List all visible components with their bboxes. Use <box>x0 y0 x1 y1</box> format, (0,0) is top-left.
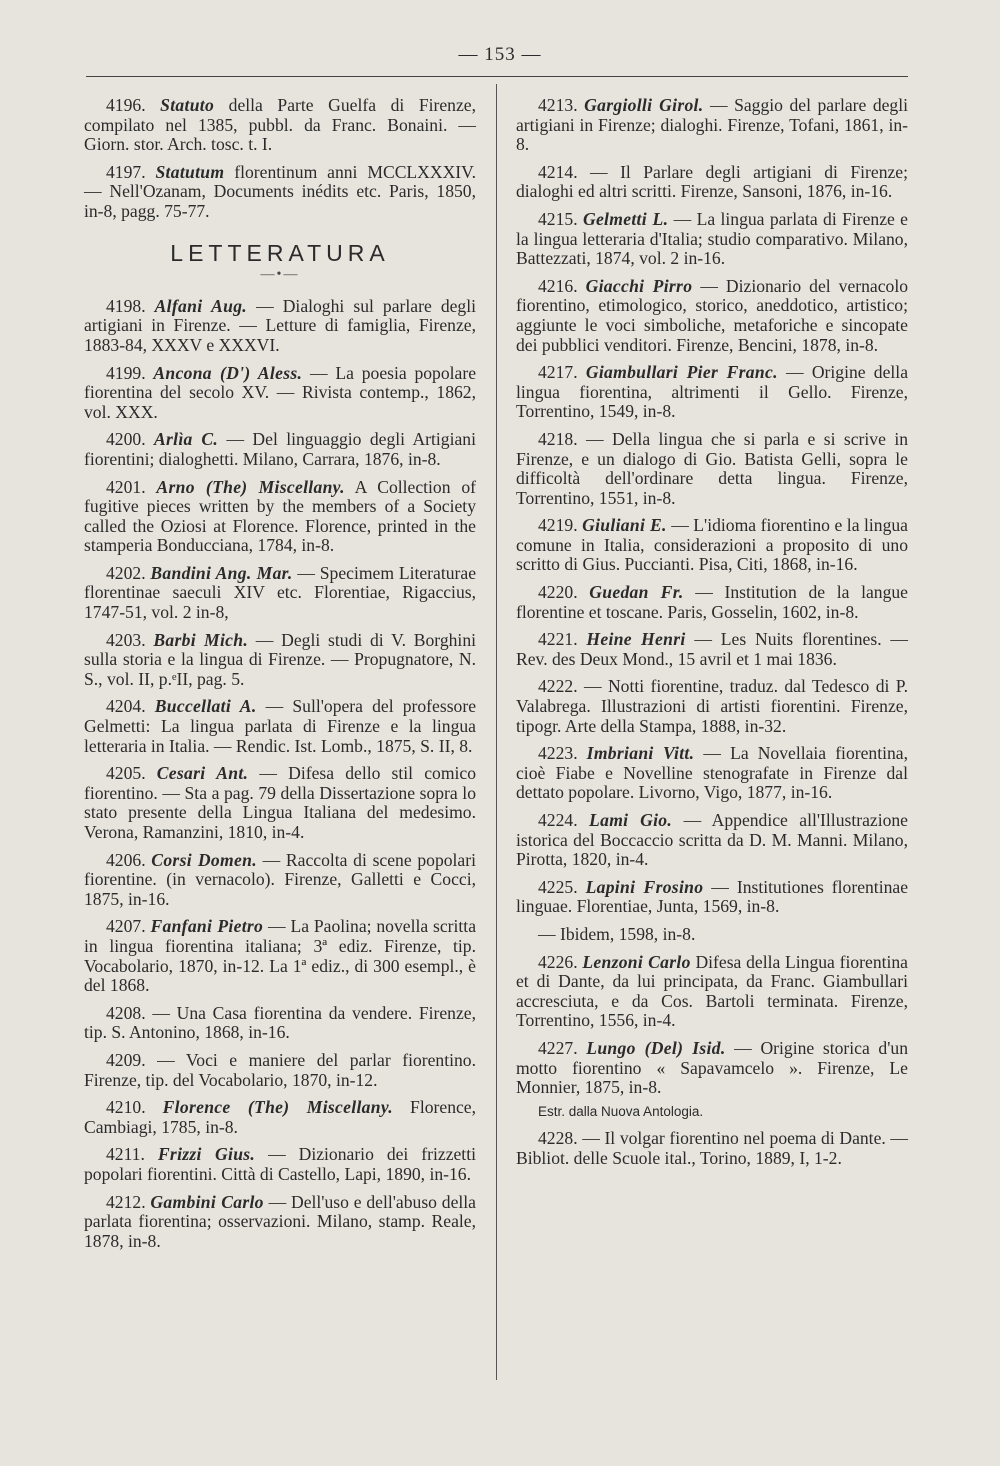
bibliography-entry <box>516 677 908 736</box>
entry-author: Fanfani Pietro <box>150 916 264 937</box>
entry-number: 4213. <box>538 95 585 115</box>
entry-text: — Una Casa fiorentina da vendere. Firenze, tip. S. Antonino, 1868, in-16. <box>84 1002 476 1043</box>
entry-number: 4203. <box>106 629 154 650</box>
bibliography-entry <box>516 1129 908 1168</box>
entry-number: 4227. <box>538 1037 587 1058</box>
entry-author: Statuto <box>160 95 215 115</box>
entry-text: Difesa della Lingua fiorentina et di Dante, da lui principata, da Franc. Giambullari accresciuta, e da Cos. Bartoli terminata. Firenze, Torrentino, 1556, in-4. <box>516 951 908 1031</box>
entry-text: — Specimem Literaturae florentinae saeculi XIV etc. Florentiae, Rigaccius, 1747-51, vol. 2 in-8, <box>84 562 476 623</box>
bibliography-entry <box>516 163 908 202</box>
entry-number: 4223. <box>538 743 587 764</box>
entry-text: — Les Nuits florentines. — Rev. des Deux Mond., 15 avril et 1 mai 1836. <box>516 629 909 669</box>
entry-text: — Il Parlare degli artigiani di Firenze; dialoghi ed altri scritti. Firenze, Sansoni, 1876, in-16. <box>516 161 908 202</box>
entry-author: Cesari Ant. <box>156 763 249 784</box>
entry-text: — Institution de la langue florentine et toscane. Paris, Gosselin, 1602, in-8. <box>516 582 908 622</box>
entry-text: — La Novellaia fiorentina, cioè Fiabe e Novelline stenografate in Firenze dal dettato popolare. Livorno, Vigo, 1877, in-16. <box>516 743 908 803</box>
bibliography-entry <box>516 96 908 155</box>
entry-author: Guedan Fr. <box>589 582 684 603</box>
entry-number: 4225. <box>538 876 586 897</box>
entry-text: della Parte Guelfa di Firenze, compilato nel 1385, pubbl. da Franc. Bonaini. — Giorn. stor. Arch. tosc. t. I. <box>84 95 476 155</box>
entry-author: Gelmetti L. <box>582 208 669 229</box>
entry-text: — Saggio del parlare degli artigiani in Firenze; dialoghi. Firenze, Tofani, 1861, in-8. <box>516 95 909 155</box>
entry-text: Florence, Cambiagi, 1785, in-8. <box>84 1097 477 1137</box>
entry-text: — La Paolina; novella scritta in lingua fiorentina italiana; 3ª ediz. Firenze, tip. Vocabolario, 1870, in-12. La 1ª ediz., di 300 esempl., è del 1868. <box>84 916 477 996</box>
bibliography-entry <box>84 96 476 155</box>
entry-author: Lapini Frosino <box>585 876 704 897</box>
bibliography-entry <box>516 516 908 575</box>
entry-number: 4205. <box>106 763 157 784</box>
entry-text: — Difesa dello stil comico fiorentino. — Sta a pag. 79 della Dissertazione sopra lo stato presente della Lingua Italiana del medesimo. Verona, Ramanzini, 1810, in-4. <box>84 763 476 842</box>
bibliography-entry <box>516 953 908 1031</box>
entry-text: — Dizionario dei frizzetti popolari fiorentini. Città di Castello, Lapi, 1890, in-16. <box>84 1144 476 1184</box>
entry-text: — Dell'uso e dell'abuso della parlata fiorentina; osservazioni. Milano, stamp. Reale, 1878, in-8. <box>84 1191 476 1251</box>
bibliography-entry <box>516 878 908 917</box>
bibliography-entry <box>84 1145 476 1184</box>
section-heading: LETTERATURA <box>170 239 390 266</box>
entry-text: — Della lingua che si parla e si scrive in Firenze, e un dialogo di Gio. Batista Gelli, sopra le difficoltà dell'ordinare detta lingua. Firenze, Torrentino, 1551, in-8. <box>516 428 909 508</box>
entry-number: 4226. <box>538 951 583 972</box>
entry-author: Gambini Carlo <box>150 1191 264 1212</box>
entry-number: 4196. <box>106 95 161 115</box>
bibliography-entry <box>84 1193 476 1252</box>
entry-author: Giuliani E. <box>582 515 667 536</box>
left-entries-a <box>84 96 476 222</box>
entry-author: Barbi Mich. <box>153 629 249 650</box>
bibliography-entry <box>84 1004 476 1043</box>
right-column <box>516 96 908 1177</box>
entry-text: — Sull'opera del professore Gelmetti: La lingua parlata di Firenze e la lingua letteraria in Italia. — Rendic. Ist. Lomb., 1875, S. II, 8. <box>84 696 477 756</box>
bibliography-entry <box>516 363 908 422</box>
entry-text: — Dialoghi sul parlare degli artigiani in Firenze. — Letture di famiglia, Firenze, 1883-84, XXXV e XXXVI. <box>84 295 476 355</box>
entry-text: — Institutiones florentinae linguae. Florentiae, Junta, 1569, in-8. <box>516 876 909 917</box>
bibliography-entry <box>84 1098 476 1137</box>
entry-author: Lami Gio. <box>589 810 673 830</box>
entry-number: 4199. <box>106 362 154 383</box>
entry-number: 4210. <box>106 1097 163 1118</box>
entry-number: 4209. <box>106 1049 158 1070</box>
entry-text: A Collection of fugitive pieces written by the members of a Society called the Oziosi at Florence. Florence, printed in the stamperia Bonducciana, 1784, in-8. <box>84 476 477 556</box>
entry-author: Arno (The) Miscellany. <box>156 476 345 497</box>
entry-number: 4200. <box>106 429 154 450</box>
entry-number: 4220. <box>538 582 590 603</box>
bibliography-entry <box>84 764 476 842</box>
bibliography-entry <box>84 1051 476 1090</box>
entry-text: — Il volgar fiorentino nel poema di Dante. — Bibliot. delle Scuole ital., Torino, 1889, I, 1-2. <box>516 1128 908 1168</box>
entry-author: Statutum <box>155 161 225 182</box>
entry-author: Arlìa C. <box>153 429 219 450</box>
entry-author: Giambullari Pier Franc. <box>585 362 778 383</box>
left-column <box>84 96 476 1259</box>
entry-text: — Appendice all'Illustrazione istorica del Boccaccio scritta da D. M. Manni. Milano, Pirotta, 1820, in-4. <box>516 810 908 870</box>
bibliography-entry <box>516 1039 908 1098</box>
entry-text: — Del linguaggio degli Artigiani fiorentini; dialoghetti. Milano, Carrara, 1876, in-8. <box>84 429 476 469</box>
bibliography-entry <box>516 210 908 269</box>
bibliography-entry <box>84 364 476 423</box>
bibliography-entry <box>84 697 476 756</box>
entry-text: — Voci e maniere del parlar fiorentino. Firenze, tip. del Vocabolario, 1870, in-12. <box>84 1049 476 1090</box>
entry-text: — Degli studi di V. Borghini sulla storia e la lingua di Firenze. — Propugnatore, N. S., vol. II, p.ᵉII, pag. 5. <box>84 629 477 689</box>
entry-author: Giacchi Pirro <box>585 275 693 296</box>
entry-text: — La poesia popolare fiorentina del secolo XV. — Rivista contemp., 1862, vol. XXX. <box>84 362 477 422</box>
entry-number: 4217. <box>538 362 586 383</box>
entry-number: 4219. <box>538 515 583 536</box>
entry-number: 4221. <box>538 629 587 650</box>
bibliography-entry <box>516 744 908 803</box>
entry-text: — Raccolta di scene popolari fiorentine. (in vernacolo). Firenze, Galletti e Cocci, 1875, in-16. <box>84 849 476 909</box>
entry-text: — La lingua parlata di Firenze e la lingua letteraria d'Italia; studio comparativo. Milano, Battezzati, 1874, vol. 2 in-16. <box>516 208 908 269</box>
bibliography-entry <box>84 917 476 995</box>
entry-author: Alfani Aug. <box>154 295 248 316</box>
bibliography-entry <box>84 297 476 356</box>
entry-author: Buccellati A. <box>154 696 257 717</box>
entry-text: — Origine della lingua fiorentina, altrimenti il Gello. Firenze, Torrentino, 1549, in-8. <box>516 362 908 422</box>
entry-text: — L'idioma fiorentino e la lingua comune in Italia, considerazioni a proposito di uno scritto di Gius. Puccianti. Pisa, Citi, 1868, in-16. <box>516 515 908 575</box>
entry-author: Gargiolli Girol. <box>584 95 704 115</box>
entry-number: 4222. <box>538 676 584 697</box>
entry-text: — Notti fiorentine, traduz. dal Tedesco di P. Valabrega. Illustrazioni di artisti fiorentini. Firenze, tipogr. Arte della Stampa, 1888, in-32. <box>516 676 908 736</box>
bibliography-entry <box>84 631 476 690</box>
bibliography-entry <box>516 583 908 622</box>
entry-number: 4207. <box>106 916 151 937</box>
entry-number: 4215. <box>538 208 583 229</box>
entry-author: Florence (The) Miscellany. <box>162 1097 393 1118</box>
entry-number: 4211. <box>106 1144 158 1165</box>
entry-number: 4204. <box>106 696 155 717</box>
entry-number: 4216. <box>538 275 586 296</box>
source-note: Estr. dalla Nuova Antologia. <box>538 1103 704 1119</box>
bibliography-entry <box>84 163 476 222</box>
entry-text: — Dizionario del vernacolo fiorentino, etimologico, storico, aneddotico, artistico; aggiunte le voci simboliche, metaforiche e sincopate dei pubblici venditori. Firenze, Bencini, 1878, in-8. <box>516 275 909 355</box>
bibliography-entry <box>84 430 476 469</box>
entry-number: 4206. <box>106 849 152 870</box>
entry-number: 4208. <box>106 1002 153 1023</box>
right-entries-c <box>516 1129 908 1168</box>
left-entries-b <box>84 297 476 1252</box>
bibliography-entry <box>516 811 908 870</box>
entry-number: 4214. <box>538 161 591 182</box>
entry-number: 4228. <box>538 1128 583 1149</box>
entry-author: Heine Henri <box>586 629 686 650</box>
entry-author: Corsi Domen. <box>151 849 257 870</box>
bibliography-entry <box>84 478 476 556</box>
entry-author: Frizzi Gius. <box>157 1144 256 1165</box>
header-rule <box>86 76 908 77</box>
entry-text: florentinum anni MCCLXXXIV. — Nell'Ozanam, Documents inédits etc. Paris, 1850, in-8, pagg. 75-77. <box>84 161 476 221</box>
page-number: — 153 — <box>458 44 542 65</box>
entry-number: 4198. <box>106 295 155 316</box>
entry-text: — Origine storica d'un motto fiorentino « Sapavamcelo ». Firenze, Le Monnier, 1875, in-8. <box>516 1037 908 1098</box>
entry-number: 4212. <box>106 1191 151 1212</box>
bibliography-entry <box>516 430 908 508</box>
entry-author: Imbriani Vitt. <box>586 743 695 764</box>
entry-author: Lungo (Del) Isid. <box>586 1037 726 1058</box>
entry-author: Bandini Ang. Mar. <box>150 562 293 583</box>
entry-number: 4218. <box>538 428 587 449</box>
section-ornament: —•— <box>260 267 300 283</box>
entry-number: 4201. <box>106 476 157 497</box>
bibliography-entry <box>84 564 476 623</box>
right-entries-a <box>516 96 908 917</box>
entry-number: 4197. <box>106 161 156 182</box>
entry-author: Ancona (D') Aless. <box>153 362 303 383</box>
right-entries-b <box>516 953 908 1098</box>
ibidem-line: — Ibidem, 1598, in-8. <box>538 923 696 944</box>
entry-number: 4202. <box>106 562 151 583</box>
bibliography-entry <box>516 277 908 355</box>
entry-number: 4224. <box>538 810 590 830</box>
column-divider <box>496 84 497 1380</box>
bibliography-entry <box>84 851 476 910</box>
bibliography-entry <box>516 630 908 669</box>
entry-author: Lenzoni Carlo <box>582 951 691 972</box>
